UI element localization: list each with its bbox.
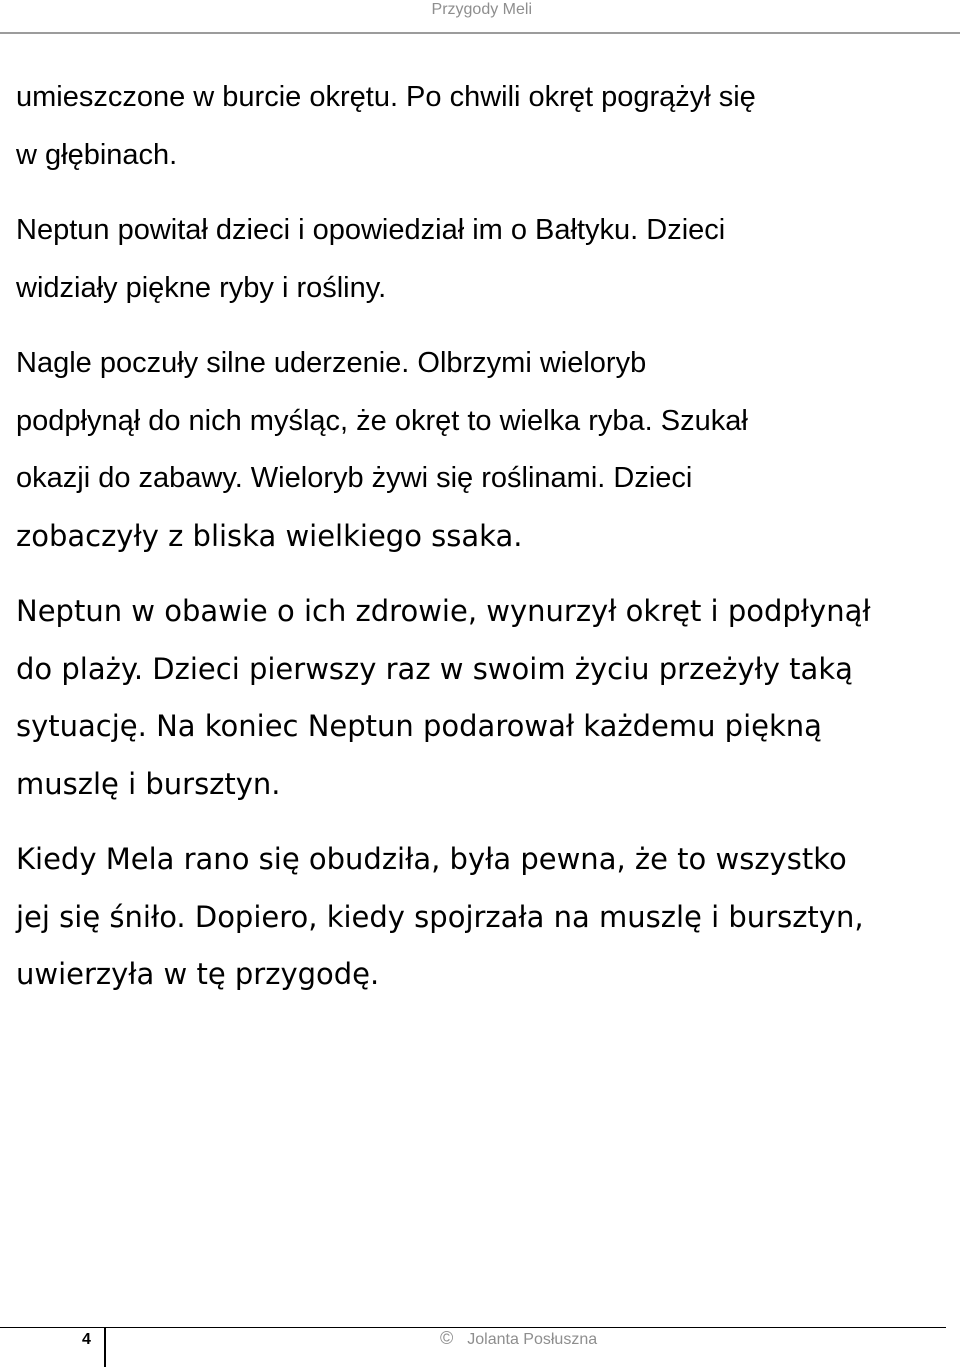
text-line: Kiedy Mela rano się obudziła, była pewna, że to wszystko [16,842,847,876]
copyright [440,1328,597,1350]
text-line: okazji do zabawy. Wieloryb żywi się roślinami. Dzieci [16,462,693,494]
text-line: umieszczone w burcie okrętu. Po chwili okręt pogrążył się [16,81,756,113]
text-line: w głębinach. [16,138,178,171]
text-line: uwierzyła w tę przygodę. [16,957,380,991]
header-title: Przygody Meli [431,1,532,18]
story-text [16,69,946,1004]
text-line: muszlę i bursztyn. [16,766,281,801]
footer-divider [104,1327,106,1367]
text-line: widziały piękne ryby i rośliny. [16,271,387,304]
text-line: Nagle poczuły silne uderzenie. Olbrzymi wieloryb [16,347,647,379]
author-name: Jolanta Posłuszna [467,1331,598,1348]
text-line: jej się śniło. Dopiero, kiedy spojrzała na muszlę i bursztyn, [16,899,864,934]
header-rule [0,32,960,34]
page-number: 4 [82,1331,91,1348]
text-line: do plaży. Dzieci pierwszy raz w swoim życiu przeżyły taką [16,651,853,686]
text-line: Neptun w obawie o ich zdrowie, wynurzył okręt i podpłynął [16,594,871,628]
text-line: podpłynął do nich myśląc, że okręt to wielka ryba. Szukał [16,404,748,437]
copyright-icon: © [440,1328,454,1348]
text-line: Neptun powitał dzieci i opowiedział im o Bałtyku. Dzieci [16,214,726,246]
text-line: sytuację. Na koniec Neptun podarował każdemu piękną [16,709,822,743]
text-line: zobaczyły z bliska wielkiego ssaka. [16,518,523,553]
